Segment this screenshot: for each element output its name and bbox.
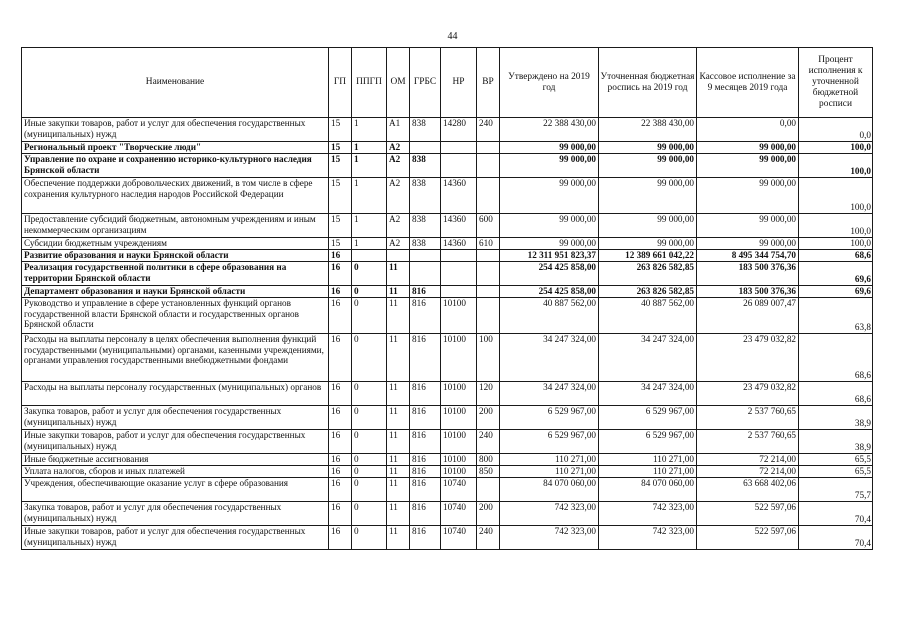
row-name-cell: Развитие образования и науки Брянской области (22, 250, 329, 262)
row-grbs-cell: 816 (410, 502, 441, 526)
row-revised-cell: 110 271,00 (599, 466, 697, 478)
row-gp-cell: 16 (329, 250, 352, 262)
row-percent-cell: 70,4 (799, 526, 873, 550)
column-header-gp: ГП (329, 48, 352, 118)
row-nr-cell: 10100 (441, 454, 477, 466)
row-cash-cell: 72 214,00 (697, 466, 799, 478)
row-grbs-cell: 838 (410, 178, 441, 214)
row-nr-cell: 10740 (441, 478, 477, 502)
row-revised-cell: 99 000,00 (599, 178, 697, 214)
row-cash-cell: 99 000,00 (697, 154, 799, 178)
row-nr-cell: 14360 (441, 178, 477, 214)
row-gp-cell: 16 (329, 286, 352, 298)
row-nr-cell (441, 250, 477, 262)
row-approved-cell: 34 247 324,00 (500, 334, 599, 382)
row-gp-cell: 16 (329, 262, 352, 286)
column-header-revised: Уточненная бюджетная роспись на 2019 год (599, 48, 697, 118)
row-ppgp-cell: 0 (352, 334, 387, 382)
row-om-cell: 11 (387, 478, 410, 502)
row-ppgp-cell (352, 250, 387, 262)
row-approved-cell: 254 425 858,00 (500, 286, 599, 298)
row-om-cell: A2 (387, 238, 410, 250)
row-percent-cell: 68,6 (799, 382, 873, 406)
row-om-cell: 11 (387, 286, 410, 298)
row-grbs-cell: 816 (410, 382, 441, 406)
row-vr-cell: 240 (477, 430, 500, 454)
row-ppgp-cell: 1 (352, 142, 387, 154)
row-ppgp-cell: 1 (352, 214, 387, 238)
row-grbs-cell (410, 250, 441, 262)
row-percent-cell: 69,6 (799, 286, 873, 298)
row-gp-cell: 16 (329, 466, 352, 478)
row-cash-cell: 0,00 (697, 118, 799, 142)
row-cash-cell: 26 089 007,47 (697, 298, 799, 334)
row-cash-cell: 23 479 032,82 (697, 334, 799, 382)
row-percent-cell: 75,7 (799, 478, 873, 502)
row-cash-cell: 99 000,00 (697, 238, 799, 250)
row-om-cell: 11 (387, 382, 410, 406)
row-percent-cell: 68,6 (799, 250, 873, 262)
row-om-cell: A2 (387, 214, 410, 238)
row-grbs-cell: 816 (410, 286, 441, 298)
row-nr-cell: 14360 (441, 214, 477, 238)
row-revised-cell: 742 323,00 (599, 526, 697, 550)
row-ppgp-cell: 1 (352, 154, 387, 178)
row-gp-cell: 16 (329, 334, 352, 382)
row-grbs-cell (410, 262, 441, 286)
row-percent-cell: 0,0 (799, 118, 873, 142)
row-percent-cell: 100,0 (799, 154, 873, 178)
row-vr-cell: 600 (477, 214, 500, 238)
row-grbs-cell: 816 (410, 298, 441, 334)
row-approved-cell: 742 323,00 (500, 502, 599, 526)
table-row (22, 430, 873, 454)
row-nr-cell: 10100 (441, 406, 477, 430)
row-name-cell: Субсидии бюджетным учреждениям (22, 238, 329, 250)
row-nr-cell (441, 286, 477, 298)
row-ppgp-cell: 0 (352, 382, 387, 406)
column-header-ppgp: ППГП (352, 48, 387, 118)
table-row (22, 262, 873, 286)
row-om-cell: A2 (387, 178, 410, 214)
row-revised-cell: 12 389 661 042,22 (599, 250, 697, 262)
row-nr-cell: 10100 (441, 466, 477, 478)
row-revised-cell: 99 000,00 (599, 238, 697, 250)
row-cash-cell: 63 668 402,06 (697, 478, 799, 502)
column-header-percent: Процент исполнения к уточненной бюджетной росписи (799, 48, 873, 118)
row-grbs-cell: 838 (410, 214, 441, 238)
row-revised-cell: 742 323,00 (599, 502, 697, 526)
row-name-cell: Иные закупки товаров, работ и услуг для обеспечения государственных (муниципальных) нужд (22, 430, 329, 454)
row-approved-cell: 99 000,00 (500, 214, 599, 238)
row-percent-cell: 69,6 (799, 262, 873, 286)
row-approved-cell: 254 425 858,00 (500, 262, 599, 286)
row-nr-cell: 10100 (441, 298, 477, 334)
row-revised-cell: 263 826 582,85 (599, 262, 697, 286)
table-row (22, 406, 873, 430)
row-gp-cell: 15 (329, 238, 352, 250)
row-vr-cell: 850 (477, 466, 500, 478)
row-ppgp-cell: 0 (352, 286, 387, 298)
row-gp-cell: 15 (329, 178, 352, 214)
row-om-cell: 11 (387, 406, 410, 430)
row-om-cell: 11 (387, 262, 410, 286)
table-row (22, 454, 873, 466)
row-percent-cell: 38,9 (799, 430, 873, 454)
row-ppgp-cell: 0 (352, 466, 387, 478)
row-cash-cell: 2 537 760,65 (697, 406, 799, 430)
row-nr-cell (441, 154, 477, 178)
table-row (22, 238, 873, 250)
row-cash-cell: 8 495 344 754,70 (697, 250, 799, 262)
row-approved-cell: 6 529 967,00 (500, 430, 599, 454)
row-ppgp-cell: 0 (352, 430, 387, 454)
row-revised-cell: 99 000,00 (599, 142, 697, 154)
row-vr-cell: 800 (477, 454, 500, 466)
row-grbs-cell (410, 142, 441, 154)
row-approved-cell: 742 323,00 (500, 526, 599, 550)
row-vr-cell (477, 250, 500, 262)
row-percent-cell: 38,9 (799, 406, 873, 430)
table-row (22, 142, 873, 154)
row-gp-cell: 16 (329, 526, 352, 550)
row-grbs-cell: 816 (410, 406, 441, 430)
row-revised-cell: 34 247 324,00 (599, 382, 697, 406)
row-name-cell: Управление по охране и сохранению историко-культурного наследия Брянской области (22, 154, 329, 178)
row-nr-cell (441, 262, 477, 286)
row-revised-cell: 99 000,00 (599, 214, 697, 238)
row-name-cell: Уплата налогов, сборов и иных платежей (22, 466, 329, 478)
row-cash-cell: 99 000,00 (697, 178, 799, 214)
row-revised-cell: 263 826 582,85 (599, 286, 697, 298)
row-gp-cell: 16 (329, 478, 352, 502)
column-header-name: Наименование (22, 48, 329, 118)
row-name-cell: Учреждения, обеспечивающие оказание услуг в сфере образования (22, 478, 329, 502)
row-approved-cell: 6 529 967,00 (500, 406, 599, 430)
row-cash-cell: 72 214,00 (697, 454, 799, 466)
row-approved-cell: 99 000,00 (500, 154, 599, 178)
row-om-cell: 11 (387, 334, 410, 382)
row-vr-cell: 200 (477, 502, 500, 526)
row-name-cell: Иные бюджетные ассигнования (22, 454, 329, 466)
row-grbs-cell: 816 (410, 334, 441, 382)
table-body (22, 118, 873, 550)
row-nr-cell: 10100 (441, 334, 477, 382)
row-approved-cell: 110 271,00 (500, 454, 599, 466)
row-name-cell: Иные закупки товаров, работ и услуг для обеспечения государственных (муниципальных) нужд (22, 526, 329, 550)
row-revised-cell: 34 247 324,00 (599, 334, 697, 382)
row-gp-cell: 16 (329, 406, 352, 430)
row-name-cell: Обеспечение поддержки добровольческих движений, в том числе в сфере сохранения культурного наследия народов Российской Федерации (22, 178, 329, 214)
column-header-approved: Утверждено на 2019 год (500, 48, 599, 118)
table-header-row (22, 48, 873, 118)
row-revised-cell: 40 887 562,00 (599, 298, 697, 334)
row-grbs-cell: 838 (410, 154, 441, 178)
column-header-nr: НР (441, 48, 477, 118)
row-cash-cell: 23 479 032,82 (697, 382, 799, 406)
row-revised-cell: 99 000,00 (599, 154, 697, 178)
table-row (22, 118, 873, 142)
row-percent-cell: 100,0 (799, 214, 873, 238)
row-vr-cell (477, 298, 500, 334)
row-approved-cell: 22 388 430,00 (500, 118, 599, 142)
row-grbs-cell: 816 (410, 526, 441, 550)
row-ppgp-cell: 0 (352, 298, 387, 334)
row-ppgp-cell: 0 (352, 406, 387, 430)
row-cash-cell: 522 597,06 (697, 502, 799, 526)
row-om-cell: 11 (387, 466, 410, 478)
row-cash-cell: 2 537 760,65 (697, 430, 799, 454)
row-approved-cell: 40 887 562,00 (500, 298, 599, 334)
row-nr-cell (441, 142, 477, 154)
row-name-cell: Реализация государственной политики в сфере образования на территории Брянской области (22, 262, 329, 286)
row-vr-cell: 100 (477, 334, 500, 382)
row-ppgp-cell: 1 (352, 178, 387, 214)
row-name-cell: Расходы на выплаты персоналу в целях обеспечения выполнения функций государственными (муниципальными) органами, казенными учреждениями, органами управления государственными внебюджетными фондами (22, 334, 329, 382)
row-name-cell: Департамент образования и науки Брянской области (22, 286, 329, 298)
row-om-cell: 11 (387, 430, 410, 454)
row-gp-cell: 16 (329, 298, 352, 334)
row-om-cell: 11 (387, 526, 410, 550)
row-cash-cell: 99 000,00 (697, 142, 799, 154)
row-ppgp-cell: 0 (352, 454, 387, 466)
table-row (22, 526, 873, 550)
column-header-grbs: ГРБС (410, 48, 441, 118)
row-name-cell: Закупка товаров, работ и услуг для обеспечения государственных (муниципальных) нужд (22, 502, 329, 526)
row-gp-cell: 15 (329, 154, 352, 178)
row-om-cell (387, 250, 410, 262)
row-nr-cell: 10100 (441, 382, 477, 406)
row-nr-cell: 14280 (441, 118, 477, 142)
row-ppgp-cell: 0 (352, 478, 387, 502)
row-gp-cell: 16 (329, 454, 352, 466)
row-cash-cell: 183 500 376,36 (697, 262, 799, 286)
table-row (22, 154, 873, 178)
row-grbs-cell: 816 (410, 454, 441, 466)
row-gp-cell: 15 (329, 214, 352, 238)
row-grbs-cell: 838 (410, 118, 441, 142)
row-name-cell: Предоставление субсидий бюджетным, автономным учреждениям и иным некоммерческим организациям (22, 214, 329, 238)
row-approved-cell: 84 070 060,00 (500, 478, 599, 502)
row-percent-cell: 68,6 (799, 334, 873, 382)
row-approved-cell: 99 000,00 (500, 238, 599, 250)
table-row (22, 250, 873, 262)
budget-table (21, 47, 873, 550)
row-gp-cell: 15 (329, 142, 352, 154)
row-name-cell: Иные закупки товаров, работ и услуг для обеспечения государственных (муниципальных) нужд (22, 118, 329, 142)
row-name-cell: Руководство и управление в сфере установленных функций органов государственной власти Брянской области и государственных органов Брянской области (22, 298, 329, 334)
row-revised-cell: 6 529 967,00 (599, 406, 697, 430)
row-vr-cell (477, 478, 500, 502)
row-vr-cell (477, 262, 500, 286)
row-ppgp-cell: 0 (352, 502, 387, 526)
row-name-cell: Региональный проект "Творческие люди" (22, 142, 329, 154)
row-om-cell: A2 (387, 142, 410, 154)
row-gp-cell: 16 (329, 430, 352, 454)
row-vr-cell: 120 (477, 382, 500, 406)
row-cash-cell: 183 500 376,36 (697, 286, 799, 298)
row-vr-cell (477, 286, 500, 298)
table-row (22, 214, 873, 238)
row-percent-cell: 65,5 (799, 454, 873, 466)
row-percent-cell: 65,5 (799, 466, 873, 478)
row-vr-cell: 240 (477, 118, 500, 142)
row-percent-cell: 63,8 (799, 298, 873, 334)
table-row (22, 178, 873, 214)
row-vr-cell: 610 (477, 238, 500, 250)
row-name-cell: Расходы на выплаты персоналу государственных (муниципальных) органов (22, 382, 329, 406)
row-percent-cell: 100,0 (799, 178, 873, 214)
row-approved-cell: 34 247 324,00 (500, 382, 599, 406)
row-om-cell: 11 (387, 298, 410, 334)
column-header-om: ОМ (387, 48, 410, 118)
row-name-cell: Закупка товаров, работ и услуг для обеспечения государственных (муниципальных) нужд (22, 406, 329, 430)
row-revised-cell: 84 070 060,00 (599, 478, 697, 502)
row-grbs-cell: 816 (410, 430, 441, 454)
row-revised-cell: 110 271,00 (599, 454, 697, 466)
row-grbs-cell: 816 (410, 478, 441, 502)
row-revised-cell: 6 529 967,00 (599, 430, 697, 454)
row-revised-cell: 22 388 430,00 (599, 118, 697, 142)
table-row (22, 334, 873, 382)
row-gp-cell: 15 (329, 118, 352, 142)
row-nr-cell: 14360 (441, 238, 477, 250)
row-ppgp-cell: 0 (352, 262, 387, 286)
table-row (22, 298, 873, 334)
row-ppgp-cell: 0 (352, 526, 387, 550)
table-row (22, 382, 873, 406)
row-percent-cell: 100,0 (799, 238, 873, 250)
row-om-cell: 11 (387, 502, 410, 526)
table-row (22, 502, 873, 526)
table-row (22, 466, 873, 478)
column-header-vr: ВР (477, 48, 500, 118)
row-vr-cell: 240 (477, 526, 500, 550)
row-cash-cell: 99 000,00 (697, 214, 799, 238)
row-cash-cell: 522 597,06 (697, 526, 799, 550)
row-ppgp-cell: 1 (352, 118, 387, 142)
row-grbs-cell: 838 (410, 238, 441, 250)
row-vr-cell (477, 178, 500, 214)
column-header-cash: Кассовое исполнение за 9 месяцев 2019 года (697, 48, 799, 118)
row-nr-cell: 10100 (441, 430, 477, 454)
table-row (22, 286, 873, 298)
row-vr-cell: 200 (477, 406, 500, 430)
row-ppgp-cell: 1 (352, 238, 387, 250)
row-approved-cell: 110 271,00 (500, 466, 599, 478)
row-percent-cell: 100,0 (799, 142, 873, 154)
row-grbs-cell: 816 (410, 466, 441, 478)
row-approved-cell: 99 000,00 (500, 178, 599, 214)
row-om-cell: A2 (387, 154, 410, 178)
page-number: 44 (447, 31, 458, 42)
row-percent-cell: 70,4 (799, 502, 873, 526)
row-approved-cell: 99 000,00 (500, 142, 599, 154)
table-row (22, 478, 873, 502)
row-approved-cell: 12 311 951 823,37 (500, 250, 599, 262)
row-om-cell: A1 (387, 118, 410, 142)
row-vr-cell (477, 142, 500, 154)
row-nr-cell: 10740 (441, 526, 477, 550)
row-om-cell: 11 (387, 454, 410, 466)
row-vr-cell (477, 154, 500, 178)
row-gp-cell: 16 (329, 382, 352, 406)
row-gp-cell: 16 (329, 502, 352, 526)
row-nr-cell: 10740 (441, 502, 477, 526)
